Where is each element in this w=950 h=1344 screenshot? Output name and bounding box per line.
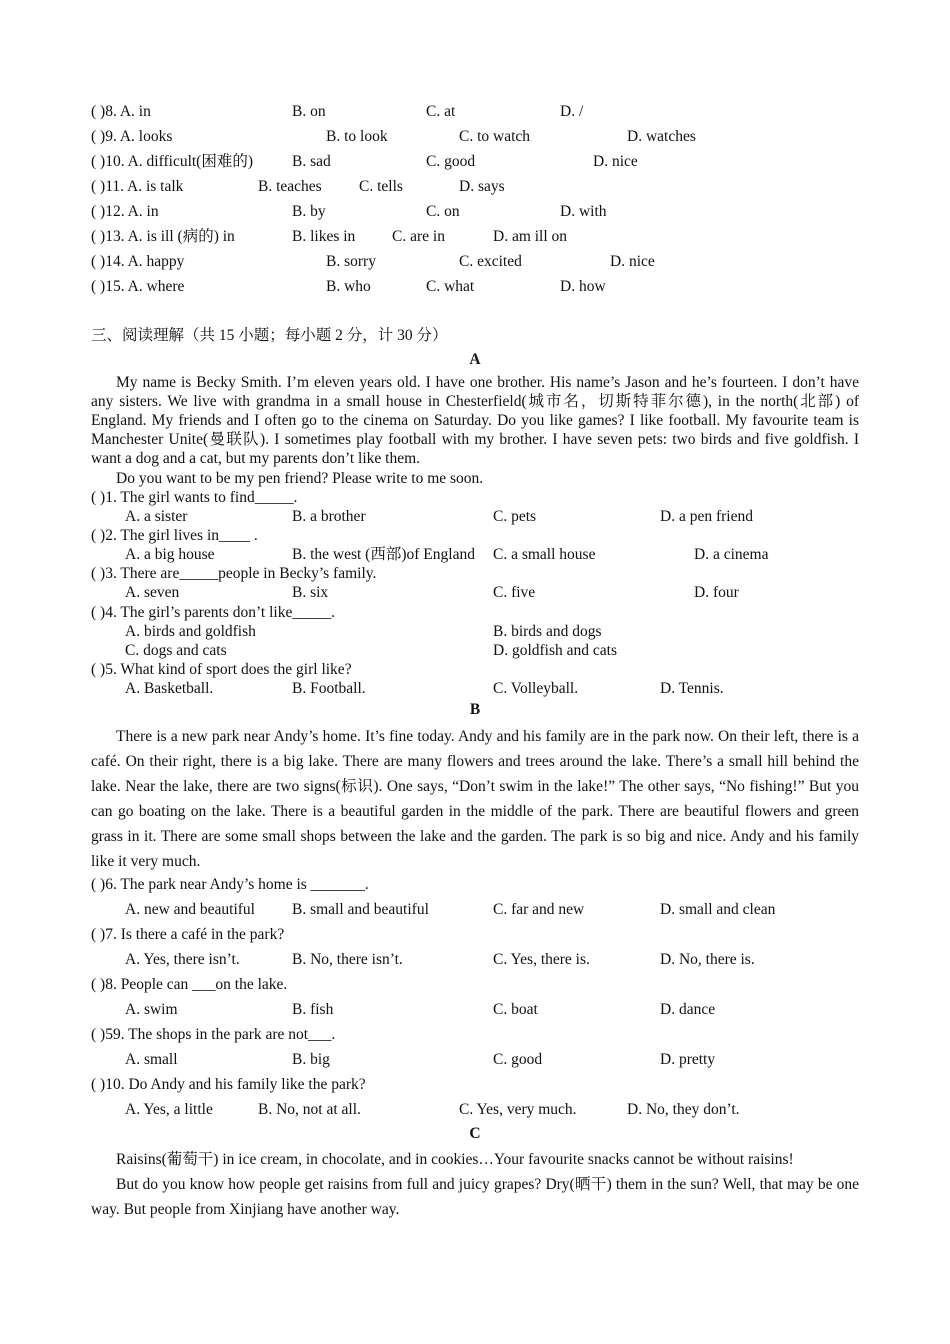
- question-b10: ( )10. Do Andy and his family like the park?: [91, 1076, 366, 1093]
- cloze-q10-c: C. good: [426, 153, 476, 170]
- option-b10-d: D. No, they don’t.: [627, 1101, 740, 1118]
- option-a3-a: A. seven: [125, 584, 180, 601]
- question-a5: ( )5. What kind of sport does the girl like?: [91, 661, 352, 678]
- option-a1-a: A. a sister: [125, 508, 188, 525]
- option-b8-c: C. boat: [493, 1001, 538, 1018]
- option-b8-b: B. fish: [292, 1001, 334, 1018]
- option-a3-b: B. six: [292, 584, 329, 601]
- option-a3-d: D. four: [694, 584, 739, 601]
- cloze-q11: ( )11. A. is talk: [91, 178, 184, 195]
- cloze-q9-b: B. to look: [326, 128, 388, 145]
- option-b7-c: C. Yes, there is.: [493, 951, 590, 968]
- cloze-q10: ( )10. A. difficult(困难的): [91, 153, 254, 170]
- section-title: 三、阅读理解（共 15 小题；每小题 2 分，计 30 分）: [91, 327, 448, 344]
- cloze-q14-c: C. excited: [459, 253, 522, 270]
- option-b10-a: A. Yes, a little: [125, 1101, 213, 1118]
- cloze-q12-d: D. with: [560, 203, 607, 220]
- cloze-q12: ( )12. A. in: [91, 203, 159, 220]
- cloze-q13: ( )13. A. is ill (病的) in: [91, 228, 235, 245]
- option-b9-c: C. good: [493, 1051, 543, 1068]
- question-a4: ( )4. The girl’s parents don’t like_____.: [91, 604, 335, 621]
- cloze-q14-b: B. sorry: [326, 253, 376, 270]
- option-b9-b: B. big: [292, 1051, 330, 1068]
- option-a5-c: C. Volleyball.: [493, 680, 579, 697]
- option-a2-d: D. a cinema: [694, 546, 769, 563]
- cloze-q15-b: B. who: [326, 278, 371, 295]
- option-b10-b: B. No, not at all.: [258, 1101, 361, 1118]
- option-a2-a: A. a big house: [125, 546, 215, 563]
- question-a3: ( )3. There are_____people in Becky’s family.: [91, 565, 377, 582]
- option-b6-b: B. small and beautiful: [292, 901, 429, 918]
- option-a4-b: B. birds and dogs: [493, 623, 602, 640]
- passage-c-label: C: [469, 1125, 481, 1142]
- cloze-q8: ( )8. A. in: [91, 103, 151, 120]
- option-a2-c: C. a small house: [493, 546, 596, 563]
- option-b7-b: B. No, there isn’t.: [292, 951, 403, 968]
- option-a1-d: D. a pen friend: [660, 508, 753, 525]
- cloze-q12-c: C. on: [426, 203, 460, 220]
- option-b10-c: C. Yes, very much.: [459, 1101, 577, 1118]
- option-a5-b: B. Football.: [292, 680, 366, 697]
- cloze-q9: ( )9. A. looks: [91, 128, 173, 145]
- cloze-q8-d: D. /: [560, 103, 584, 120]
- cloze-q14-d: D. nice: [610, 253, 655, 270]
- passage-a-label: A: [469, 351, 481, 368]
- option-b6-a: A. new and beautiful: [125, 901, 255, 918]
- question-b6: ( )6. The park near Andy’s home is _______.: [91, 876, 369, 893]
- option-b6-c: C. far and new: [493, 901, 585, 918]
- option-b9-a: A. small: [125, 1051, 178, 1068]
- option-b8-d: D. dance: [660, 1001, 716, 1018]
- cloze-q10-b: B. sad: [292, 153, 331, 170]
- option-b6-d: D. small and clean: [660, 901, 776, 918]
- passage-b-label: B: [469, 701, 481, 718]
- option-b7-d: D. No, there is.: [660, 951, 755, 968]
- cloze-q11-c: C. tells: [359, 178, 403, 195]
- option-a2-b: B. the west (西部)of England: [292, 546, 475, 563]
- cloze-q15: ( )15. A. where: [91, 278, 185, 295]
- question-b8: ( )8. People can ___on the lake.: [91, 976, 288, 993]
- cloze-q10-d: D. nice: [593, 153, 638, 170]
- cloze-q8-b: B. on: [292, 103, 326, 120]
- cloze-q11-d: D. says: [459, 178, 505, 195]
- option-a3-c: C. five: [493, 584, 536, 601]
- cloze-q15-d: D. how: [560, 278, 606, 295]
- cloze-q13-c: C. are in: [392, 228, 445, 245]
- cloze-q11-b: B. teaches: [258, 178, 322, 195]
- option-a4-a: A. birds and goldfish: [125, 623, 256, 640]
- option-a5-a: A. Basketball.: [125, 680, 214, 697]
- passage-c-paragraph-2: But do you know how people get raisins from full and juicy grapes? Dry(晒干) them in the sun? Well, that may be one way. But people from Xinjiang have another way.: [91, 1176, 859, 1218]
- cloze-q15-c: C. what: [426, 278, 475, 295]
- cloze-q8-c: C. at: [426, 103, 456, 120]
- option-a1-b: B. a brother: [292, 508, 366, 525]
- passage-a-closing: Do you want to be my pen friend? Please write to me soon.: [116, 470, 484, 487]
- question-b9: ( )59. The shops in the park are not___.: [91, 1026, 336, 1043]
- cloze-q9-c: C. to watch: [459, 128, 531, 145]
- cloze-q14: ( )14. A. happy: [91, 253, 185, 270]
- option-a4-c: C. dogs and cats: [125, 642, 227, 659]
- option-a4-d: D. goldfish and cats: [493, 642, 617, 659]
- question-a2: ( )2. The girl lives in____ .: [91, 527, 258, 544]
- passage-c-paragraph-1: Raisins(葡萄干) in ice cream, in chocolate, and in cookies…Your favourite snacks cannot be without raisins!: [116, 1151, 794, 1168]
- passage-a-text: My name is Becky Smith. I’m eleven years old. I have one brother. His name’s Jason and he’s fourteen. I don’t have any sisters. We live with grandma in a small house in Chesterfield(城市名，切斯特菲尔德), in the north(北部) of England. My friends and I often go to the cinema on Saturday. Do you like games? I like football. My favourite team is Manchester Unite(曼联队). I sometimes play football with my brother. I have seven pets: two birds and five goldfish. I want a dog and a cat, but my parents don’t like them.: [91, 374, 859, 467]
- cloze-q9-d: D. watches: [627, 128, 696, 145]
- question-a1: ( )1. The girl wants to find_____.: [91, 489, 298, 506]
- option-b7-a: A. Yes, there isn’t.: [125, 951, 240, 968]
- cloze-q13-b: B. likes in: [292, 228, 356, 245]
- option-b9-d: D. pretty: [660, 1051, 716, 1068]
- question-b7: ( )7. Is there a café in the park?: [91, 926, 285, 943]
- option-b8-a: A. swim: [125, 1001, 178, 1018]
- cloze-q12-b: B. by: [292, 203, 326, 220]
- option-a1-c: C. pets: [493, 508, 537, 525]
- passage-b-text: There is a new park near Andy’s home. It’s fine today. Andy and his family are in the park now. On their left, there is a café. On their right, there is a big lake. There are many flowers and trees around the lake. There’s a small hill behind the lake. Near the lake, there are two signs(标识). One says, “Don’t swim in the lake!” The other says, “No fishing!” But you can go boating on the lake. There is a beautiful garden in the middle of the park. There are beautiful flowers and green grass in it. There are some small shops between the lake and the garden. The park is so big and nice. Andy and his family like it very much.: [91, 728, 859, 870]
- cloze-q13-d: D. am ill on: [493, 228, 568, 245]
- option-a5-d: D. Tennis.: [660, 680, 724, 697]
